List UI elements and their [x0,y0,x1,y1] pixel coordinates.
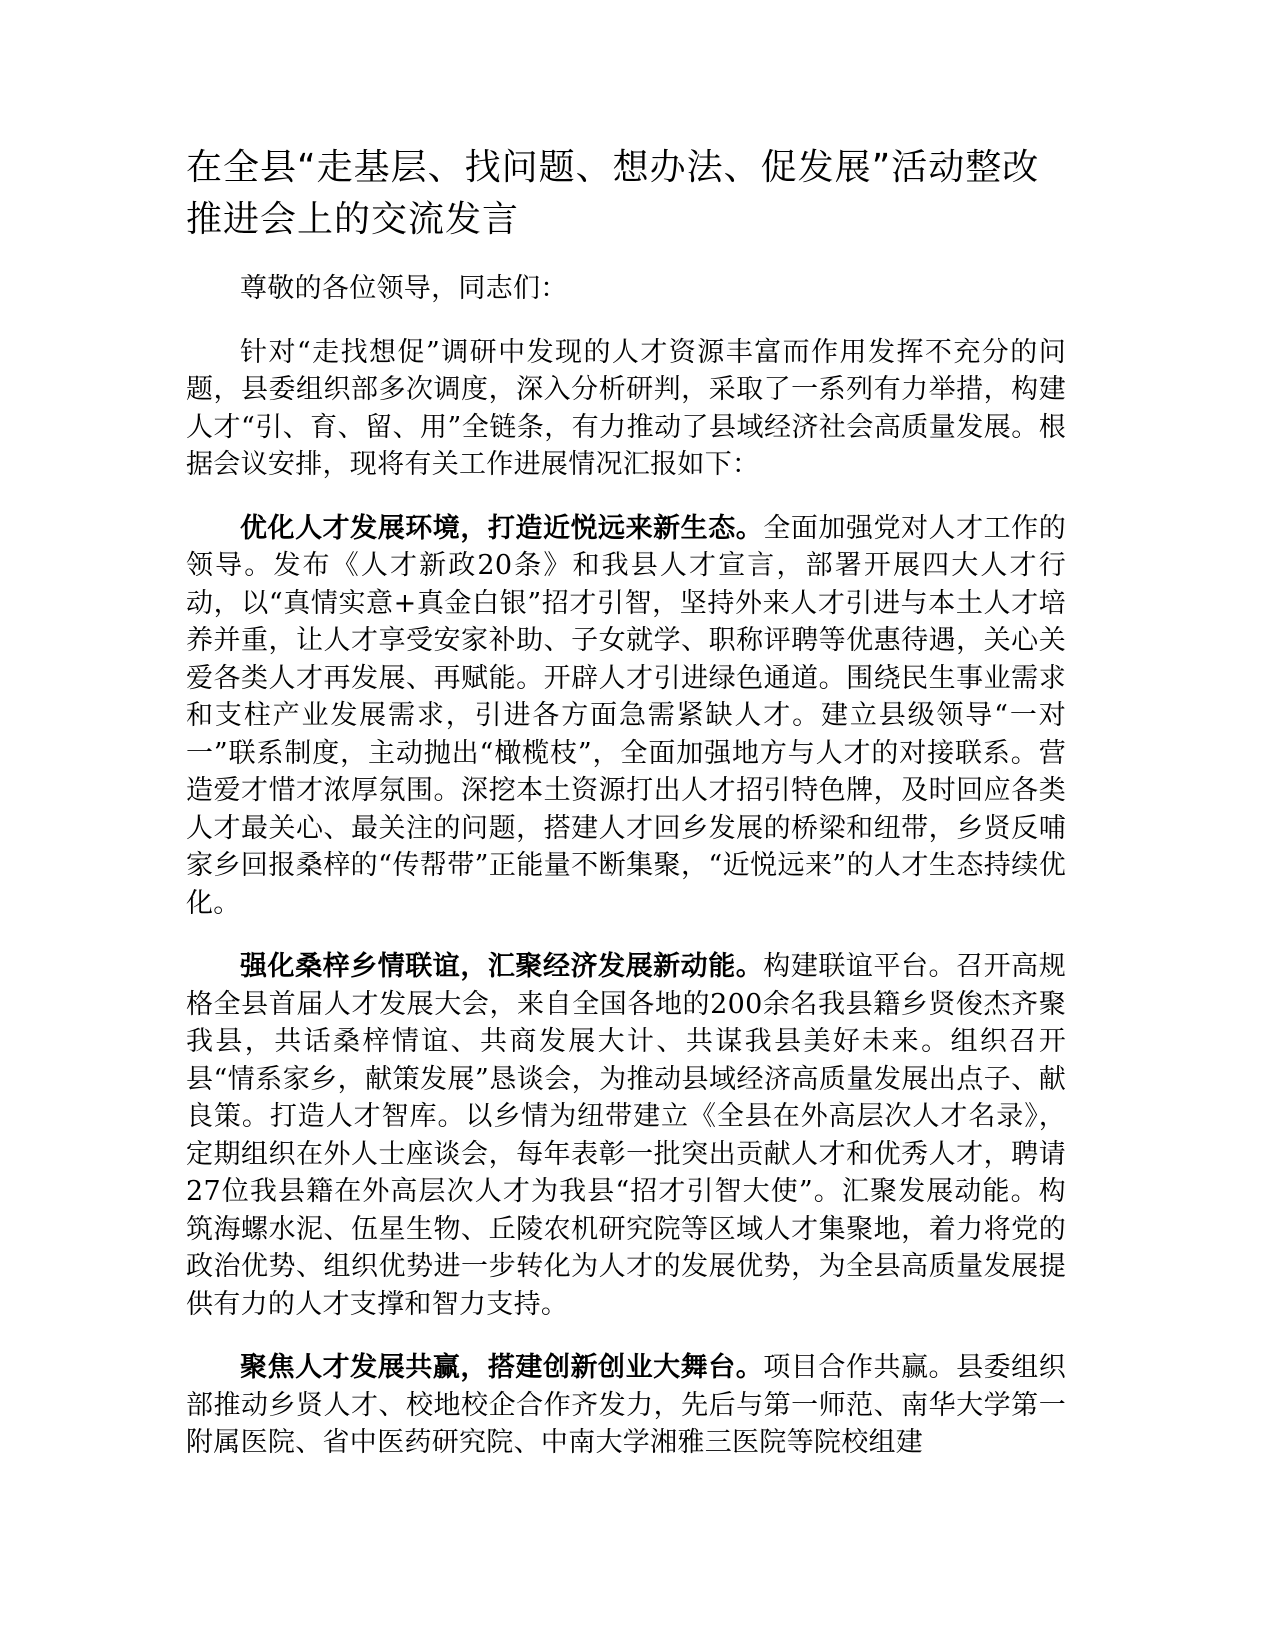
section-body: 构建联谊平台。召开高规格全县首届人才发展大会，来自全国各地的200余名我县籍乡贤俊杰齐聚我县，共话桑梓情谊、共商发展大计、共谋我县美好未来。组织召开县“情系家乡，献策发展”恳谈会，为推动县域经济高质量发展出点子、献良策。打造人才智库。以乡情为纽带建立《全县在外高层次人才名录》，定期组织在外人士座谈会，每年表彰一批突出贡献人才和优秀人才，聘请27位我县籍在外高层次人才为我县“招才引智大使”。汇聚发展动能。构筑海螺水泥、伍星生物、丘陵农机研究院等区域人才集聚地，着力将党的政治优势、组织优势进一步转化为人才的发展优势，为全县高质量发展提供有力的人才支撑和智力支持。 [186,951,1066,1320]
section-paragraph-3 [186,1349,1066,1462]
greeting-paragraph: 尊敬的各位领导，同志们： [240,273,568,304]
section-heading: 聚焦人才发展共赢，搭建创新创业大舞台。 [240,1352,764,1383]
document-title: 在全县“走基层、找问题、想办法、促发展”活动整改推进会上的交流发言 [186,147,1040,240]
section-paragraph-1 [186,510,1066,923]
section-body: 项目合作共赢。县委组织部推动乡贤人才、校地校企合作齐发力，先后与第一师范、南华大学第一附属医院、省中医药研究院、中南大学湘雅三医院等院校组建 [186,1352,1066,1458]
intro-paragraph: 针对“走找想促”调研中发现的人才资源丰富而作用发挥不充分的问题，县委组织部多次调度，深入分析研判，采取了一系列有力举措，构建人才“引、育、留、用”全链条，有力推动了县域经济社会高质量发展。根据会议安排，现将有关工作进展情况汇报如下： [186,336,1066,480]
document-body [186,142,1066,1488]
section-heading: 强化桑梓乡情联谊，汇聚经济发展新动能。 [240,951,764,982]
section-heading: 优化人才发展环境，打造近悦远来新生态。 [240,512,764,544]
section-body: 全面加强党对人才工作的领导。发布《人才新政20条》和我县人才宣言，部署开展四大人才行动，以“真情实意+真金白银”招才引智，坚持外来人才引进与本土人才培养并重，让人才享受安家补助、子女就学、职称评聘等优惠待遇，关心关爱各类人才再发展、再赋能。开辟人才引进绿色通道。围绕民生事业需求和支柱产业发展需求，引进各方面急需紧缺人才。建立县级领导“一对一”联系制度，主动抛出“橄榄枝”，全面加强地方与人才的对接联系。营造爱才惜才浓厚氛围。深挖本土资源打出人才招引特色牌，及时回应各类人才最关心、最关注的问题，搭建人才回乡发展的桥梁和纽带，乡贤反哺家乡回报桑梓的“传帮带”正能量不断集聚，“近悦远来”的人才生态持续优化。 [186,512,1066,919]
section-paragraph-2 [186,948,1066,1323]
